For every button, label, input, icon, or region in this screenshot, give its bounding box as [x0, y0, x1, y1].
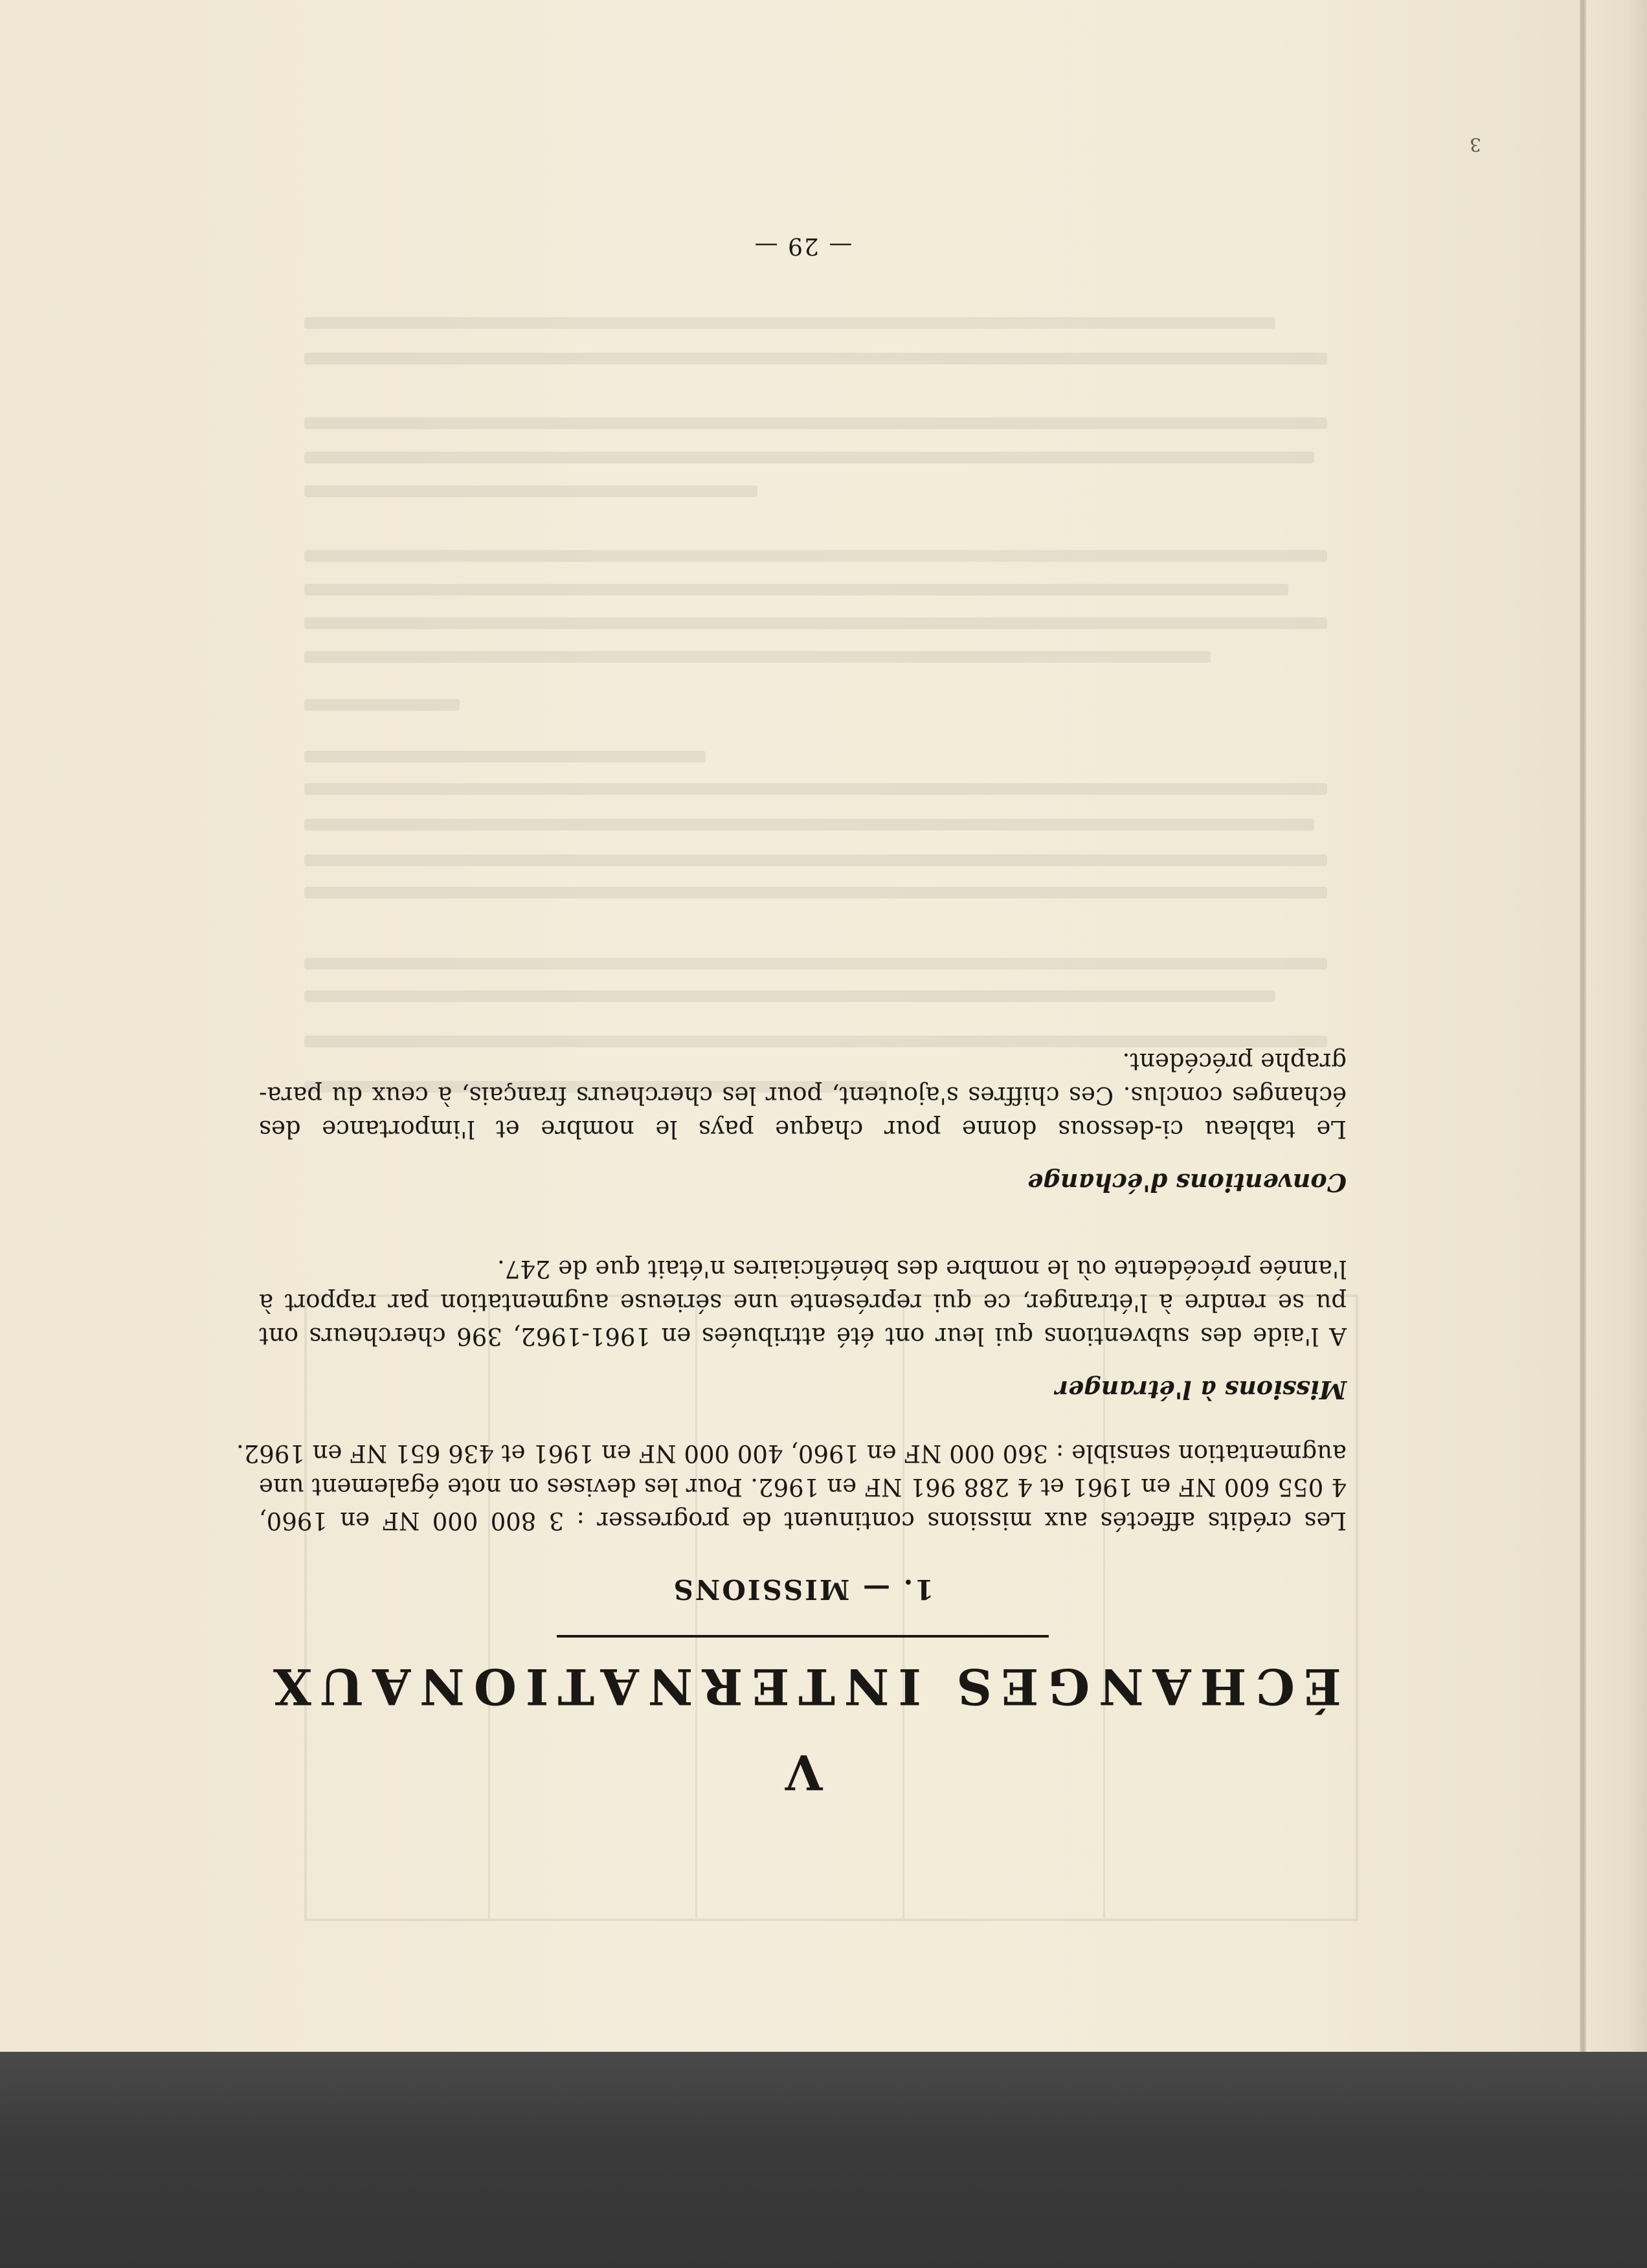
chapter-title: ÉCHANGES INTERNATIONAUX	[264, 1658, 1341, 1715]
subheading-missions-etranger: Missions à l'étranger	[1055, 1375, 1347, 1405]
paragraph-line: Les crédits affectés aux missions continuent de progresser : 3 800 000 NF en 1960,	[259, 1507, 1347, 1535]
paragraph-line: augmentation sensible : 360 000 NF en 1960, 400 000 NF en 1961 et 436 651 NF en 1962.	[236, 1440, 1347, 1467]
paragraph-line: 4 055 600 NF en 1961 et 4 288 961 NF en 1962. Pour les devises on note également une	[259, 1473, 1347, 1501]
paragraph-missions	[259, 1252, 1347, 1353]
subheading-conventions: Conventions d'échange	[1027, 1168, 1347, 1197]
paragraph-line: graphe précédent.	[1122, 1048, 1347, 1076]
page-number: — 29 —	[753, 232, 853, 259]
paragraph-line: A l'aide des subventions qui leur ont été attribuées en 1961-1962, 396 chercheurs ont	[259, 1322, 1347, 1350]
paragraph-conventions	[259, 1045, 1347, 1146]
paragraph-line: l'année précédente où le nombre des bénéficiaires n'était que de 247.	[497, 1255, 1347, 1283]
chapter-number: V	[783, 1744, 823, 1799]
section-title: 1. — MISSIONS	[671, 1573, 934, 1605]
page-edge	[1580, 0, 1586, 2052]
paragraph-line: Le tableau ci-dessous donne pour chaque pays le nombre et l'importance des	[259, 1115, 1347, 1143]
page-content-upside-down	[236, 134, 1481, 1799]
paragraph-credits	[236, 1436, 1347, 1537]
paragraph-line: échanges conclus. Ces chiffres s'ajoutent, pour les chercheurs français, à ceux du para-	[259, 1082, 1347, 1109]
title-rule	[557, 1635, 1049, 1638]
paragraph-line: pu se rendre à l'étranger, ce qui représente une sérieuse augmentation par rapport à	[259, 1289, 1347, 1317]
scanner-backdrop	[0, 2052, 1647, 2268]
back-sheet-edge	[1586, 0, 1647, 2065]
corner-mark: 3	[1470, 134, 1481, 155]
